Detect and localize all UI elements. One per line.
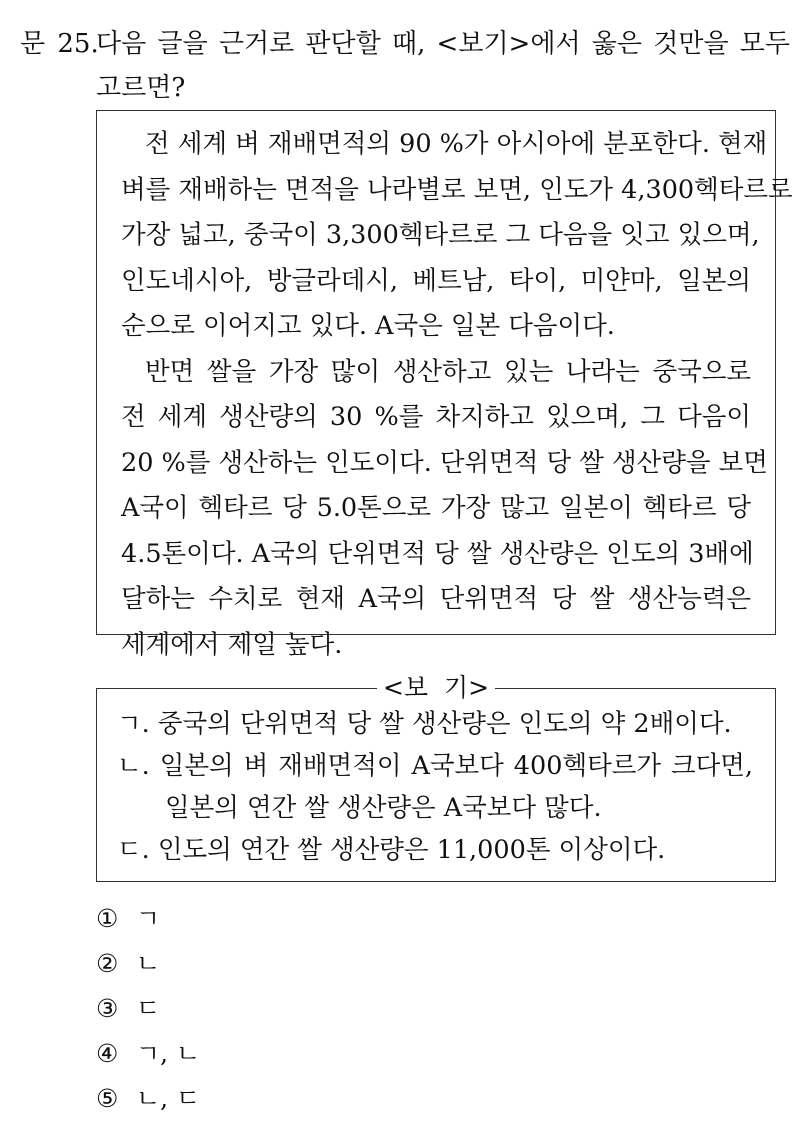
choice-marker: ②: [96, 949, 119, 978]
choice-marker: ③: [96, 994, 119, 1023]
passage-box: [96, 110, 793, 660]
passage-text: [121, 122, 793, 668]
choice-3[interactable]: [96, 986, 200, 1031]
passage-line: 전 세계 벼 재배면적의 90 %가 아시아에 분포한다. 현재: [145, 129, 768, 159]
passage-line: 가장 넓고, 중국이 3,300헥타르로 그 다음을 잇고 있으며,: [121, 220, 760, 250]
bogi-item-digeut: ㄷ. 인도의 연간 쌀 생산량은 11,000톤 이상이다.: [117, 835, 666, 865]
choice-marker: ①: [96, 904, 119, 933]
choice-text: ㄴ, ㄷ: [136, 1084, 201, 1113]
question-line-1: [20, 22, 790, 66]
passage-line: 반면 쌀을 가장 많이 생산하고 있는 나라는 중국으로: [145, 356, 751, 387]
passage-line: 순으로 이어지고 있다. A국은 일본 다음이다.: [121, 311, 615, 341]
choice-1[interactable]: [96, 896, 200, 941]
bogi-item-giyeok: ㄱ. 중국의 단위면적 당 쌀 생산량은 인도의 약 2배이다.: [117, 709, 732, 739]
question-text-1: 다음 글을 근거로 판단할 때, <보기>에서 옳은 것만을 모두: [96, 29, 790, 59]
question-text-2: 고르면?: [96, 73, 186, 103]
question-stem: [20, 22, 790, 110]
choice-text: ㄴ: [136, 949, 161, 978]
answer-choices: [96, 896, 200, 1121]
bogi-item-nieun-continued: 일본의 연간 쌀 생산량은 A국보다 많다.: [165, 793, 602, 823]
passage-line: 달하는 수치로 현재 A국의 단위면적 당 쌀 생산능력은: [121, 584, 751, 614]
choice-text: ㄷ: [136, 994, 161, 1023]
question-number: 문 25.: [20, 29, 99, 59]
bogi-title: <보 기>: [377, 673, 495, 702]
passage-line: 전 세계 생산량의 30 %를 차지하고 있으며, 그 다음이: [121, 402, 751, 432]
passage-line: 인도네시아, 방글라데시, 베트남, 타이, 미얀마, 일본의: [121, 265, 751, 296]
bogi-items: [117, 703, 753, 871]
passage-line: 세계에서 제일 높다.: [121, 629, 343, 660]
passage-line: 벼를 재배하는 면적을 나라별로 보면, 인도가 4,300헥타르로: [121, 174, 793, 205]
choice-text: ㄱ, ㄴ: [136, 1039, 201, 1068]
choice-2[interactable]: [96, 941, 200, 986]
choice-5[interactable]: [96, 1076, 200, 1121]
bogi-box: [96, 673, 776, 882]
passage-line: 4.5톤이다. A국의 단위면적 당 쌀 생산량은 인도의 3배에: [121, 538, 754, 569]
choice-marker: ⑤: [96, 1084, 119, 1113]
choice-text: ㄱ: [136, 904, 161, 933]
passage-line: 20 %를 생산하는 인도이다. 단위면적 당 쌀 생산량을 보면: [121, 447, 768, 478]
passage-line: A국이 헥타르 당 5.0톤으로 가장 많고 일본이 헥타르 당: [121, 493, 751, 523]
bogi-item-nieun: ㄴ. 일본의 벼 재배면적이 A국보다 400헥타르가 크다면,: [117, 751, 753, 781]
choice-marker: ④: [96, 1039, 119, 1068]
choice-4[interactable]: [96, 1031, 200, 1076]
